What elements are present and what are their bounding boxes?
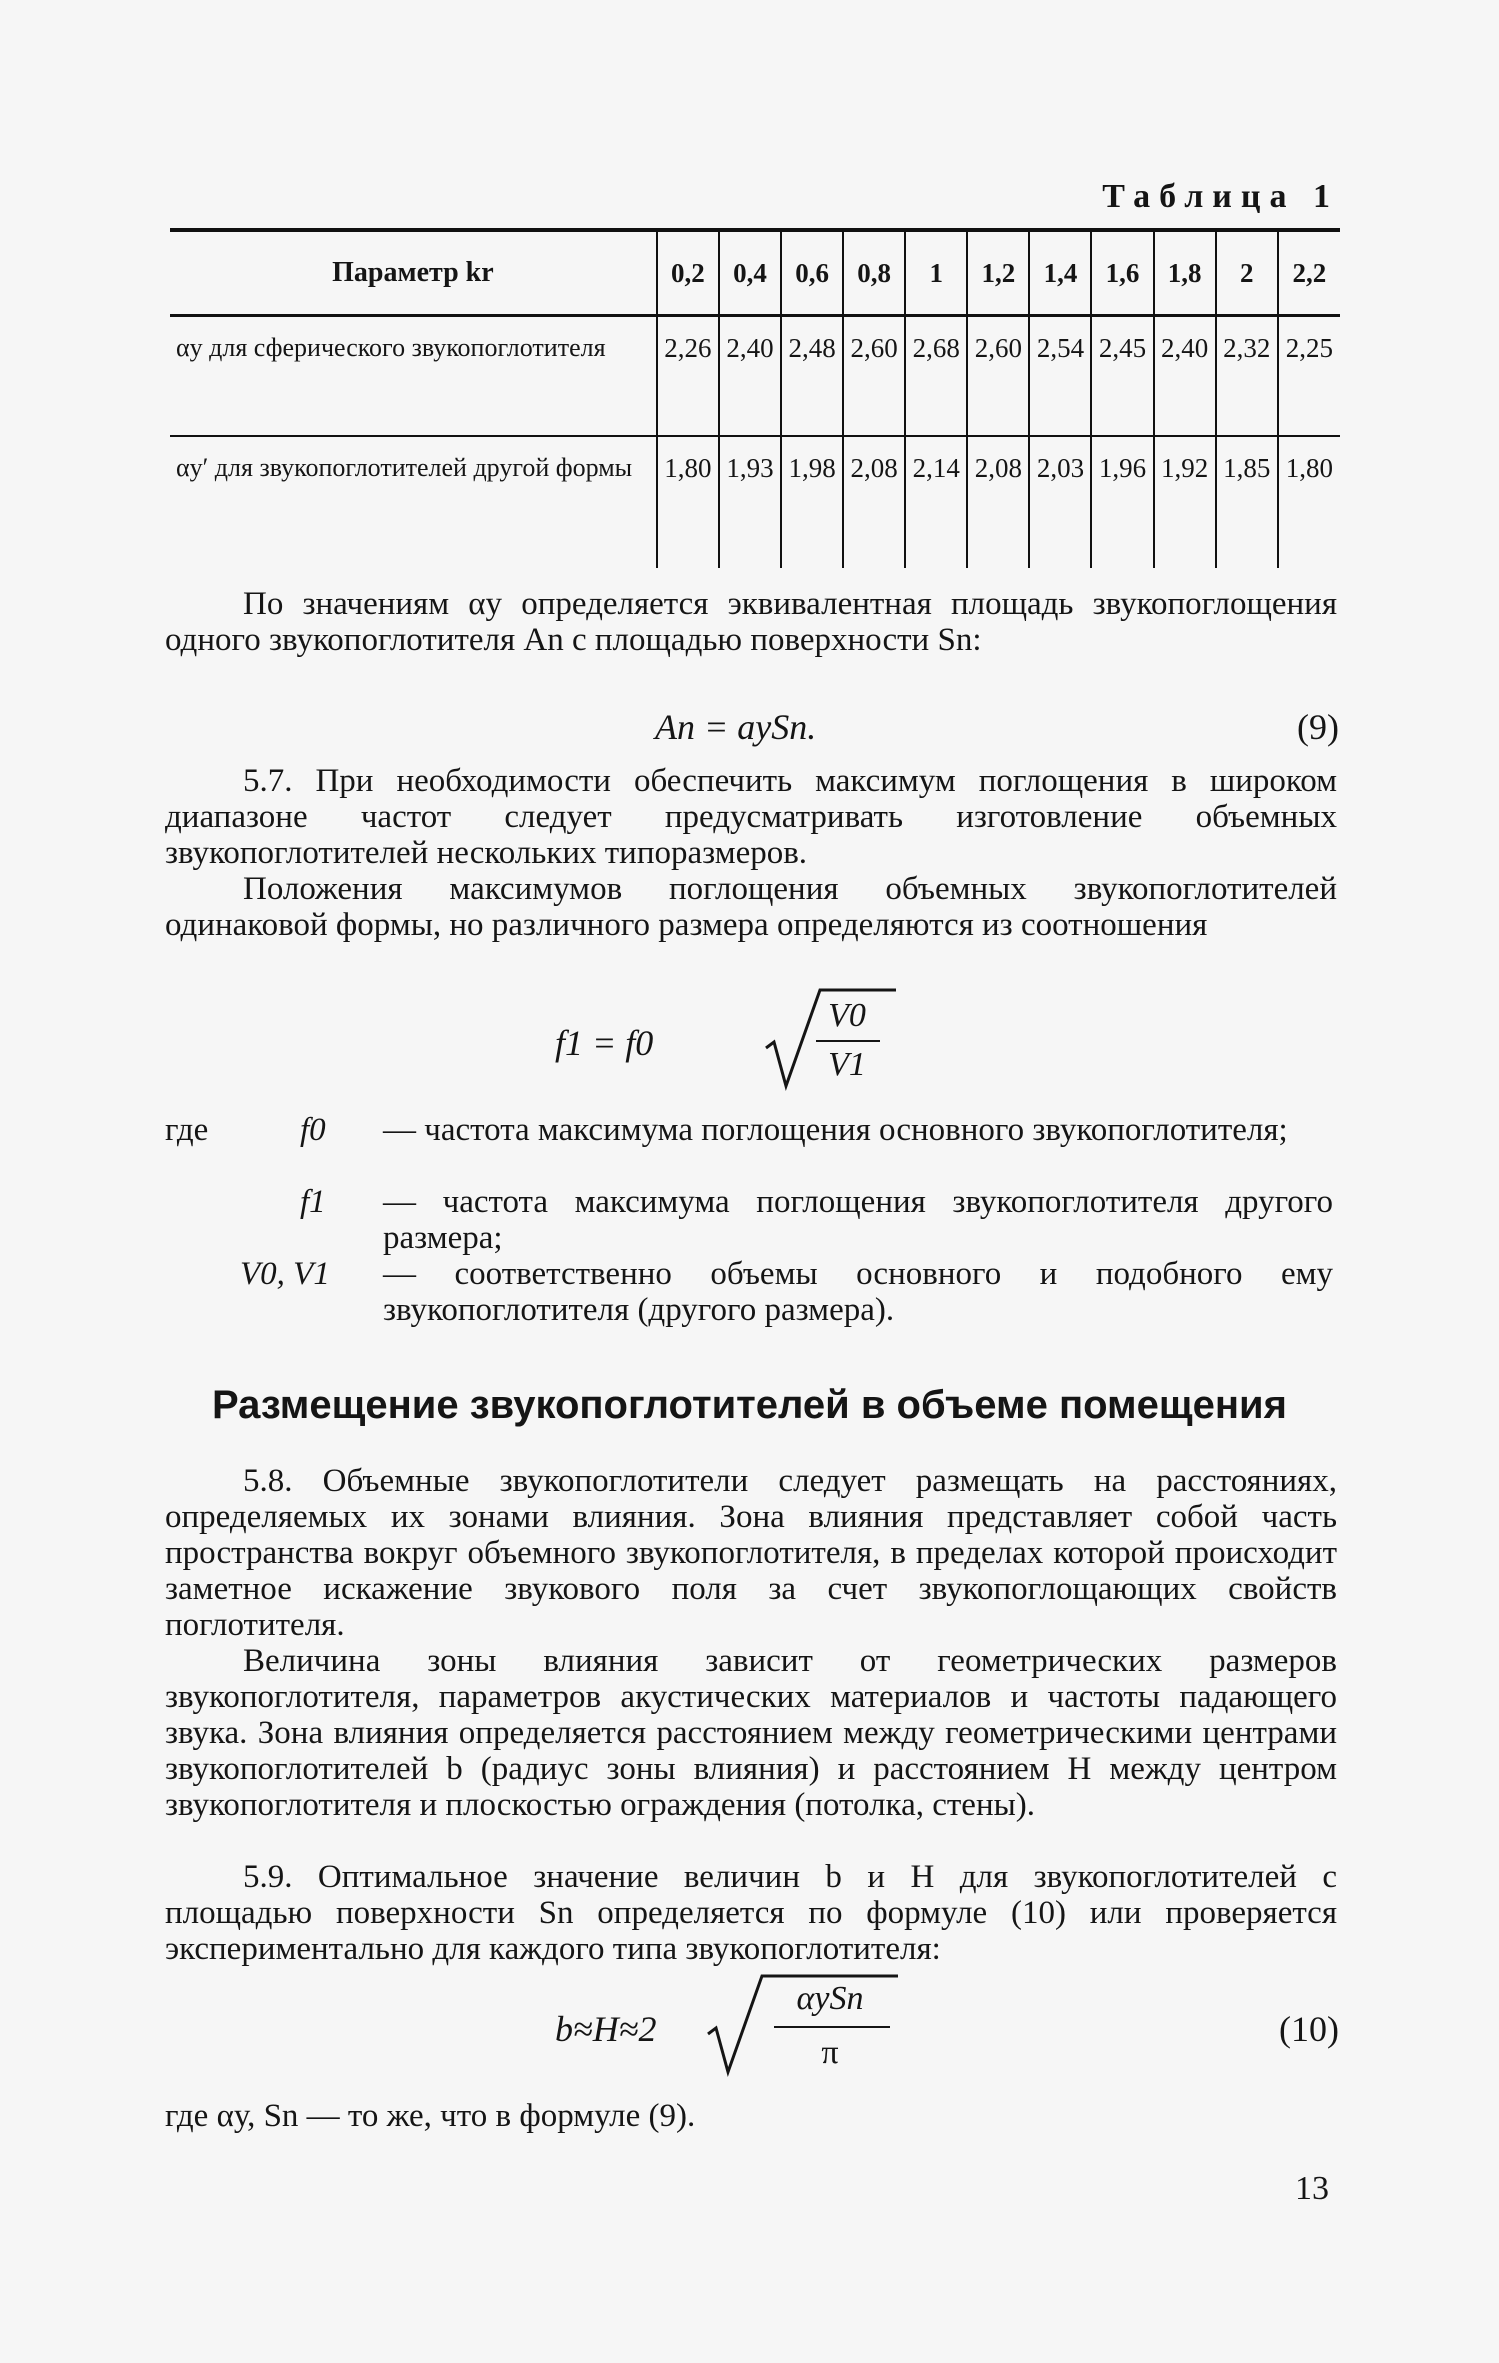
definitions-list: [165, 1112, 1345, 1332]
page-number: 13: [1295, 2170, 1329, 2207]
table-cell: 1,80: [657, 436, 719, 568]
where-label: где: [165, 1112, 209, 1148]
col-header: 0,6: [781, 230, 843, 316]
definition-text: — соответственно объемы основного и подобного ему звукопоглотителя (другого размера).: [383, 1256, 1333, 1328]
definition-symbol: f0: [300, 1112, 326, 1148]
col-header: 1,8: [1154, 230, 1216, 316]
col-header: 0,4: [719, 230, 781, 316]
absorption-table: [170, 228, 1340, 568]
table-cell: 1,92: [1154, 436, 1216, 568]
table-row: [170, 316, 1340, 436]
formula-10-denominator: π: [821, 2034, 839, 2071]
row-label: αу для сферического звукопоглотителя: [176, 333, 606, 362]
col-header: 1,4: [1029, 230, 1091, 316]
paragraph-formula-note: где αу, Sn — то же, что в формуле (9).: [165, 2098, 696, 2134]
definition-symbol: f1: [300, 1184, 326, 1220]
table-cell: 2,68: [905, 316, 967, 436]
definition-text: — частота максимума поглощения звукопоглотителя другого размера;: [383, 1184, 1333, 1256]
equation-number-10: (10): [1279, 2009, 1339, 2049]
section-heading: Размещение звукопоглотителей в объеме помещения: [212, 1383, 1287, 1427]
definition-text: — частота максимума поглощения основного звукопоглотителя;: [383, 1112, 1288, 1148]
table-cell: 2,14: [905, 436, 967, 568]
formula-10-left: b≈H≈2: [555, 2009, 657, 2049]
table-cell: 1,85: [1216, 436, 1278, 568]
table-cell: 2,45: [1091, 316, 1153, 436]
table-cell: 2,03: [1029, 436, 1091, 568]
paragraph-maxima-positions: Положения максимумов поглощения объемных звукопоглотителей одинаковой формы, но различного размера определяются из соотношения: [165, 871, 1337, 943]
col-header: 2: [1216, 230, 1278, 316]
table-cell: 2,40: [1154, 316, 1216, 436]
col-header: 0,8: [843, 230, 905, 316]
table-cell: 2,54: [1029, 316, 1091, 436]
paragraph-5-8: 5.8. Объемные звукопоглотители следует размещать на расстояниях, определяемых их зонами влияния. Зона влияния представляет собой часть пространства вокруг объемного звукопоглотителя, в пределах которой происходит заметное искажение звукового поля за счет звукопоглощающих свойств поглотителя.: [165, 1463, 1337, 1643]
table-caption: Таблица 1: [1102, 178, 1339, 215]
param-header: Параметр kr: [332, 257, 494, 288]
table-cell: 1,98: [781, 436, 843, 568]
col-header: 1,6: [1091, 230, 1153, 316]
formula-9: An = aуSn.: [655, 707, 817, 747]
table-cell: 2,08: [843, 436, 905, 568]
paragraph-5-9: 5.9. Оптимальное значение величин b и H для звукопоглотителей с площадью поверхности Sn определяется по формуле (10) или проверяется экспериментально для каждого типа звукопоглотителя:: [165, 1859, 1337, 1967]
row-label: αу′ для звукопоглотителей другой формы: [176, 452, 633, 482]
col-header: 1: [905, 230, 967, 316]
table-cell: 2,32: [1216, 316, 1278, 436]
table-row: [170, 436, 1340, 568]
table-cell: 2,40: [719, 316, 781, 436]
formula-frequency-numerator: V0: [828, 997, 866, 1034]
table-cell: 2,60: [843, 316, 905, 436]
col-header: 2,2: [1278, 230, 1340, 316]
table-cell: 2,26: [657, 316, 719, 436]
formula-10-numerator: αуSn: [796, 1980, 864, 2017]
table-header-row: [170, 230, 1340, 316]
col-header: 0,2: [657, 230, 719, 316]
table-cell: 1,96: [1091, 436, 1153, 568]
table-cell: 2,08: [967, 436, 1029, 568]
equation-number-9: (9): [1297, 707, 1339, 747]
formula-frequency-left: f1 = f0: [555, 1023, 654, 1063]
paragraph-equivalent-area: По значениям αу определяется эквивалентная площадь звукопоглощения одного звукопоглотителя Аn с площадью поверхности Sn:: [165, 586, 1337, 658]
table-cell: 2,48: [781, 316, 843, 436]
definition-symbol: V0, V1: [240, 1256, 330, 1292]
table-cell: 1,80: [1278, 436, 1340, 568]
table-cell: 2,60: [967, 316, 1029, 436]
formula-frequency-denominator: V1: [828, 1046, 866, 1083]
paragraph-zone-size: Величина зоны влияния зависит от геометрических размеров звукопоглотителя, параметров акустических материалов и частоты падающего звука. Зона влияния определяется расстоянием между геометрическими центрами звукопоглотителей b (радиус зоны влияния) и расстоянием H между центром звукопоглотителя и плоскостью ограждения (потолка, стены).: [165, 1643, 1337, 1823]
table-cell: 2,25: [1278, 316, 1340, 436]
paragraph-5-7: 5.7. При необходимости обеспечить максимум поглощения в широком диапазоне частот следует предусматривать изготовление объемных звукопоглотителей нескольких типоразмеров.: [165, 763, 1337, 871]
table-cell: 1,93: [719, 436, 781, 568]
col-header: 1,2: [967, 230, 1029, 316]
fraction-bar: [774, 2026, 890, 2028]
fraction-bar: [816, 1040, 880, 1042]
